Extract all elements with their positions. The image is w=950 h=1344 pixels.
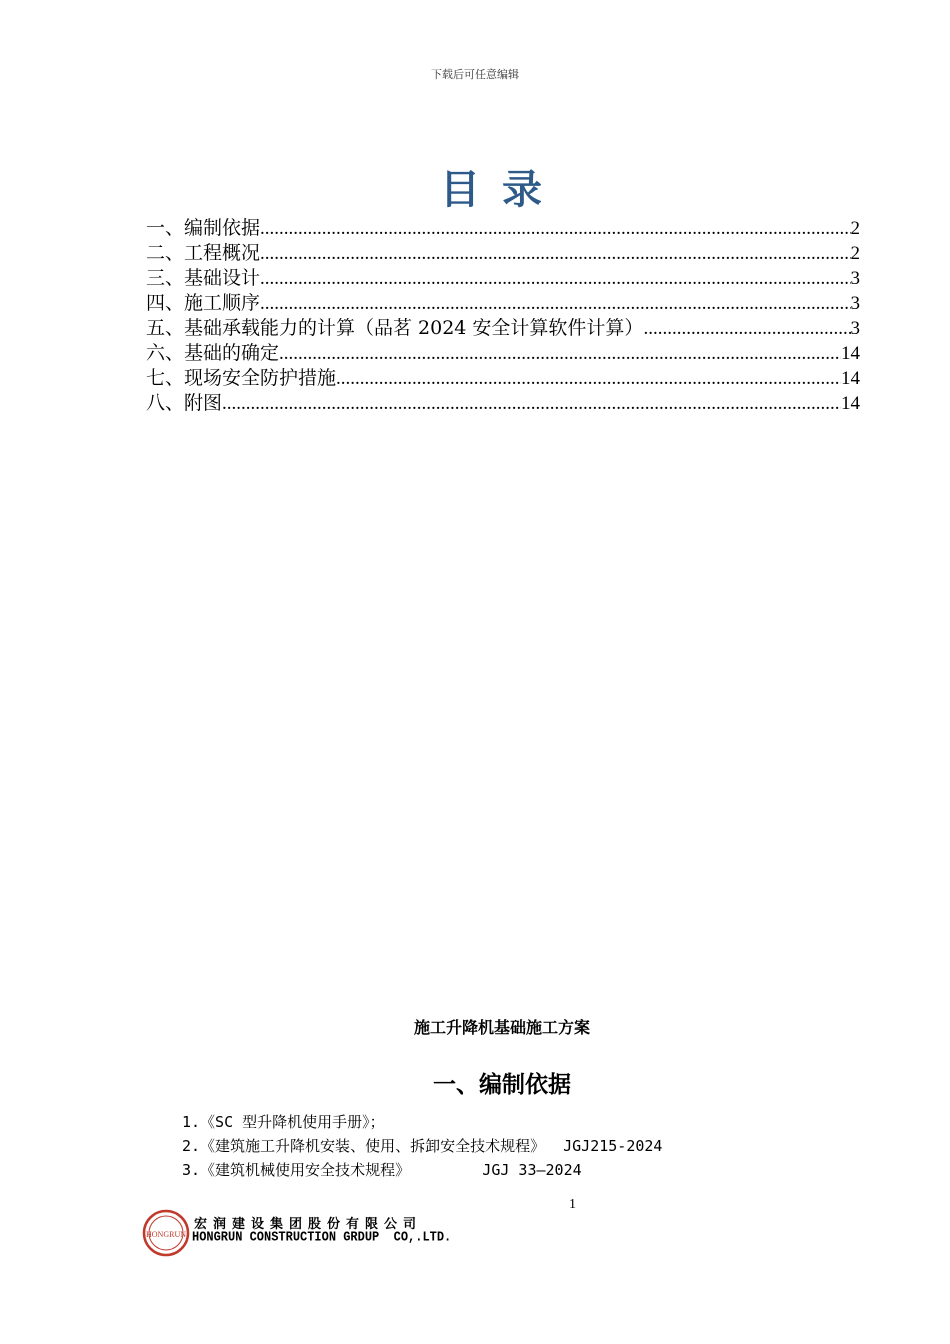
logo-text: HONGRUN (146, 1230, 186, 1239)
toc-entry-1[interactable] (146, 216, 860, 241)
toc-leader-dots (279, 341, 841, 366)
toc-leader-dots (336, 366, 841, 391)
toc-entry-label: 六、基础的确定 (146, 342, 280, 364)
toc-entry-label: 四、施工顺序 (146, 292, 261, 314)
toc-entry-page: 3 (850, 268, 860, 289)
toc-entry-page: 14 (841, 393, 860, 414)
page-number: 1 (569, 1197, 576, 1212)
header-note: 下载后可任意编辑 (431, 68, 519, 81)
toc-entry-page: 3 (850, 318, 860, 339)
table-of-contents (146, 216, 860, 416)
toc-entry-2[interactable] (146, 241, 860, 266)
list-item: 3.《建筑机械使用安全技术规程》 JGJ 33—2024 (182, 1161, 582, 1179)
toc-entry-page: 2 (850, 218, 860, 239)
toc-leader-dots (643, 316, 850, 341)
list-item: 2.《建筑施工升降机安装、使用、拆卸安全技术规程》 JGJ215-2024 (182, 1137, 663, 1155)
toc-entry-label: 七、现场安全防护措施 (146, 367, 337, 389)
toc-leader-dots (260, 291, 850, 316)
toc-entry-7[interactable] (146, 366, 860, 391)
toc-entry-page: 14 (841, 343, 860, 364)
toc-entry-page: 3 (850, 293, 860, 314)
footer-company-en: HONGRUN CONSTRUCTION GRDUP CO,.LTD. (192, 1229, 452, 1246)
list-item: 1.《SC 型升降机使用手册》； (182, 1113, 385, 1131)
section-heading: 一、编制依据 (433, 1072, 571, 1098)
toc-leader-dots (222, 391, 841, 416)
toc-entry-5[interactable] (146, 316, 860, 341)
toc-title: 目录 (440, 167, 564, 213)
toc-entry-page: 2 (850, 243, 860, 264)
toc-leader-dots (260, 266, 850, 291)
toc-entry-3[interactable] (146, 266, 860, 291)
footer-company-cn: 宏润建设集团股份有限公司 (194, 1217, 423, 1232)
document-title: 施工升降机基础施工方案 (413, 1018, 590, 1037)
toc-leader-dots (260, 241, 850, 266)
toc-entry-page: 14 (841, 368, 860, 389)
toc-entry-label: 八、附图 (146, 392, 223, 414)
toc-entry-4[interactable] (146, 291, 860, 316)
toc-entry-label: 五、基础承载能力的计算（品茗 2024 安全计算软件计算） (146, 317, 644, 339)
toc-entry-6[interactable] (146, 341, 860, 366)
toc-entry-label: 一、编制依据 (146, 217, 261, 239)
basis-list (182, 1110, 842, 1182)
toc-entry-8[interactable] (146, 391, 860, 416)
toc-entry-label: 三、基础设计 (146, 267, 261, 289)
company-logo-icon (142, 1209, 190, 1257)
toc-entry-label: 二、工程概况 (146, 242, 261, 264)
toc-leader-dots (260, 216, 850, 241)
